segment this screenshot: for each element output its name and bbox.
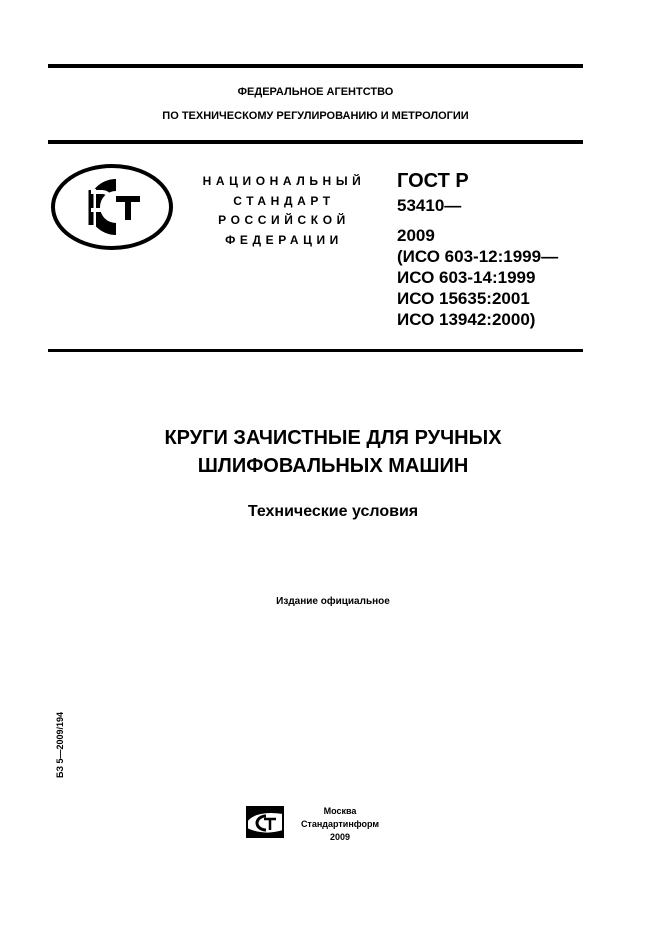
standartinform-logo-icon (246, 806, 284, 843)
edition-label: Издание официальное (276, 596, 390, 607)
document-subtitle: Технические условия (247, 503, 419, 520)
catalog-code: БЗ 5—2009/194 (55, 711, 65, 778)
publisher-name: Стандартинформ (300, 819, 380, 829)
designation-line-7: ИСО 13942:2000) (397, 310, 536, 329)
agency-line-1: ФЕДЕРАЛЬНОЕ АГЕНТСТВО (237, 86, 394, 98)
designation-line-4: (ИСО 603-12:1999— (397, 247, 559, 266)
designation-rule (48, 349, 583, 352)
agency-line-2: ПО ТЕХНИЧЕСКОМУ РЕГУЛИРОВАНИЮ И МЕТРОЛОГИИ (162, 110, 469, 122)
standard-type-line-4: ФЕДЕРАЦИИ (225, 233, 343, 247)
document-title-line-2: ШЛИФОВАЛЬНЫХ МАШИН (197, 455, 469, 477)
publisher-year: 2009 (329, 832, 351, 842)
designation-line-6: ИСО 15635:2001 (397, 289, 530, 308)
standard-type-line-3: РОССИЙСКОЙ (218, 213, 350, 227)
header-rule (48, 140, 583, 144)
designation-line-3: 2009 (397, 226, 435, 245)
standard-type-line-2: СТАНДАРТ (233, 194, 335, 208)
top-rule (48, 64, 583, 68)
rst-emblem-icon (50, 163, 174, 256)
publisher-city: Москва (323, 806, 357, 816)
standard-type-line-1: НАЦИОНАЛЬНЫЙ (202, 174, 366, 188)
designation-line-2: 53410— (397, 196, 462, 215)
document-title-line-1: КРУГИ ЗАЧИСТНЫЕ ДЛЯ РУЧНЫХ (164, 427, 502, 449)
designation-line-1: ГОСТ Р (397, 170, 469, 192)
designation-line-5: ИСО 603-14:1999 (397, 268, 536, 287)
